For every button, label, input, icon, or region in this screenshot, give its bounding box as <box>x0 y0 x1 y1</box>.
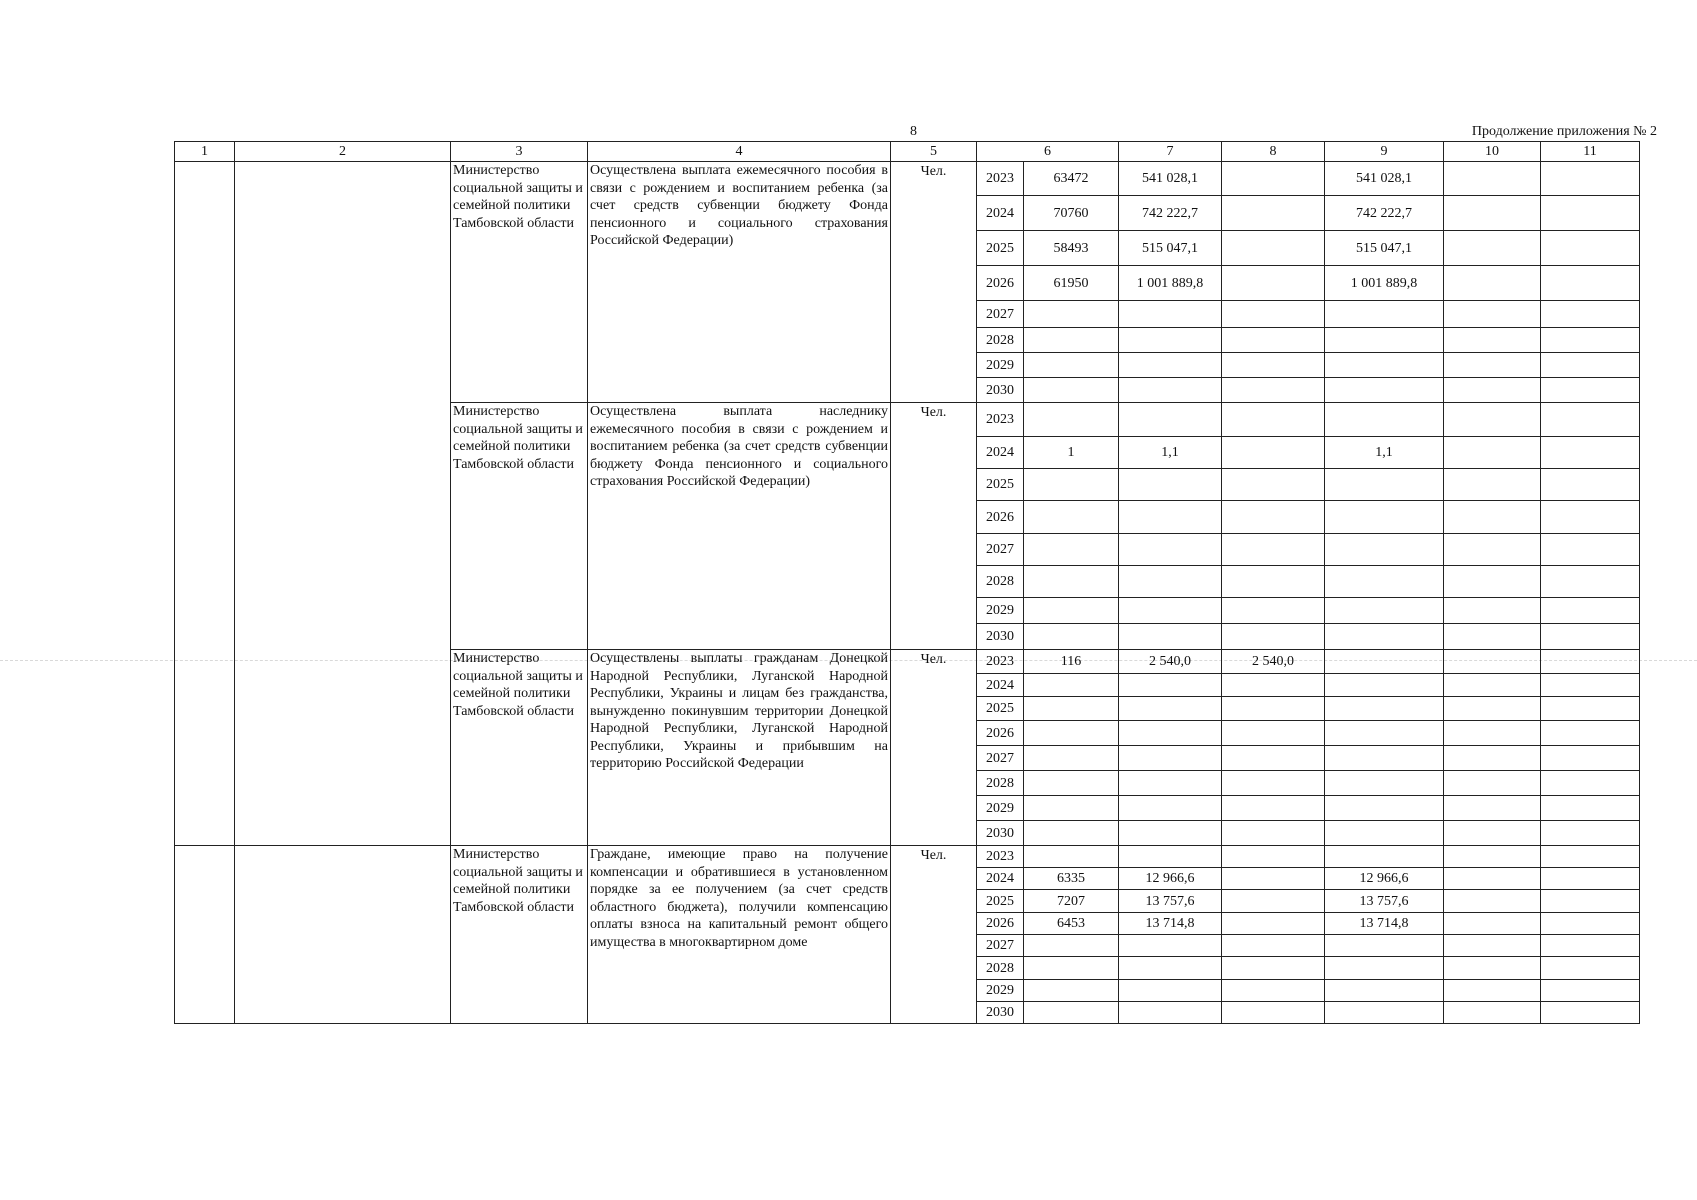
value-cell-c10 <box>1444 328 1541 353</box>
year-cell: 2026 <box>977 721 1024 746</box>
value-cell-c9 <box>1325 846 1444 868</box>
value-cell-c10 <box>1444 501 1541 534</box>
value-cell-c8 <box>1222 266 1325 301</box>
value-cell-c8 <box>1222 746 1325 771</box>
column-number: 3 <box>451 142 588 162</box>
responsible-org: Министерство социальной защиты и семейной политики Тамбовской области <box>451 162 588 403</box>
year-cell: 2030 <box>977 821 1024 846</box>
value-cell-c9 <box>1325 721 1444 746</box>
value-cell-c7 <box>1119 624 1222 650</box>
value-cell-c8 <box>1222 674 1325 697</box>
value-cell-c11 <box>1541 868 1640 890</box>
year-cell: 2023 <box>977 162 1024 196</box>
value-cell-c7 <box>1119 328 1222 353</box>
value-cell-c7 <box>1119 534 1222 566</box>
year-cell: 2025 <box>977 231 1024 266</box>
value-cell-c10 <box>1444 935 1541 957</box>
value-cell-c9: 1,1 <box>1325 437 1444 469</box>
value-cell-c9 <box>1325 746 1444 771</box>
value-cell-c9 <box>1325 650 1444 674</box>
value-cell-c7 <box>1119 796 1222 821</box>
value-cell-c10 <box>1444 771 1541 796</box>
year-cell: 2029 <box>977 598 1024 624</box>
column-number: 1 <box>175 142 235 162</box>
responsible-org: Министерство социальной защиты и семейной политики Тамбовской области <box>451 846 588 1024</box>
value-cell-c7: 13 757,6 <box>1119 890 1222 913</box>
value-cell-c11 <box>1541 231 1640 266</box>
year-cell: 2027 <box>977 301 1024 328</box>
value-cell-c9 <box>1325 821 1444 846</box>
year-cell: 2026 <box>977 913 1024 935</box>
value-cell-c6 <box>1024 697 1119 721</box>
result-description: Граждане, имеющие право на получение компенсации и обратившиеся в установленном порядке за ее получением (за счет средств областного бюджета), получили компенсацию оплаты взноса на капитальный ремонт общего имущества в многоквартирном доме <box>588 846 891 1024</box>
value-cell-c10 <box>1444 913 1541 935</box>
value-cell-c9 <box>1325 378 1444 403</box>
value-cell-c6 <box>1024 746 1119 771</box>
value-cell-c7 <box>1119 1002 1222 1024</box>
value-cell-c10 <box>1444 301 1541 328</box>
year-cell: 2024 <box>977 196 1024 231</box>
value-cell-c6 <box>1024 353 1119 378</box>
value-cell-c9 <box>1325 469 1444 501</box>
value-cell-c7: 1 001 889,8 <box>1119 266 1222 301</box>
year-cell: 2028 <box>977 771 1024 796</box>
value-cell-c11 <box>1541 534 1640 566</box>
value-cell-c8 <box>1222 957 1325 980</box>
year-cell: 2028 <box>977 957 1024 980</box>
value-cell-c9: 742 222,7 <box>1325 196 1444 231</box>
value-cell-c8 <box>1222 566 1325 598</box>
value-cell-c6 <box>1024 501 1119 534</box>
value-cell-c9 <box>1325 566 1444 598</box>
year-cell: 2029 <box>977 353 1024 378</box>
value-cell-c11 <box>1541 566 1640 598</box>
value-cell-c10 <box>1444 846 1541 868</box>
value-cell-c11 <box>1541 266 1640 301</box>
value-cell-c6 <box>1024 403 1119 437</box>
value-cell-c8 <box>1222 846 1325 868</box>
value-cell-c9: 541 028,1 <box>1325 162 1444 196</box>
value-cell-c8 <box>1222 868 1325 890</box>
value-cell-c11 <box>1541 437 1640 469</box>
value-cell-c7: 541 028,1 <box>1119 162 1222 196</box>
value-cell-c7 <box>1119 353 1222 378</box>
year-cell: 2028 <box>977 566 1024 598</box>
value-cell-c10 <box>1444 746 1541 771</box>
unit-of-measure: Чел. <box>891 162 977 403</box>
value-cell-c6 <box>1024 534 1119 566</box>
value-cell-c10 <box>1444 796 1541 821</box>
column-number: 11 <box>1541 142 1640 162</box>
value-cell-c6: 63472 <box>1024 162 1119 196</box>
page-number: 8 <box>910 124 917 139</box>
value-cell-c7 <box>1119 957 1222 980</box>
year-cell: 2026 <box>977 501 1024 534</box>
value-cell-c6 <box>1024 624 1119 650</box>
value-cell-c8 <box>1222 231 1325 266</box>
column-number: 2 <box>235 142 451 162</box>
value-cell-c7 <box>1119 697 1222 721</box>
value-cell-c6 <box>1024 566 1119 598</box>
value-cell-c11 <box>1541 378 1640 403</box>
value-cell-c11 <box>1541 674 1640 697</box>
result-description: Осуществлены выплаты гражданам Донецкой Народной Республики, Луганской Народной Республики, Украины и лицам без гражданства, вынужденно покинувшим территории Донецкой Народной Республики, Луганской Народной Республики, Украины и прибывшим на территорию Российской Федерации <box>588 650 891 846</box>
value-cell-c10 <box>1444 721 1541 746</box>
value-cell-c6 <box>1024 935 1119 957</box>
value-cell-c9 <box>1325 674 1444 697</box>
value-cell-c10 <box>1444 650 1541 674</box>
value-cell-c11 <box>1541 821 1640 846</box>
value-cell-c9 <box>1325 935 1444 957</box>
year-cell: 2025 <box>977 697 1024 721</box>
value-cell-c8 <box>1222 196 1325 231</box>
value-cell-c10 <box>1444 868 1541 890</box>
year-cell: 2027 <box>977 534 1024 566</box>
value-cell-c6 <box>1024 957 1119 980</box>
cell-col2 <box>235 162 451 846</box>
value-cell-c10 <box>1444 403 1541 437</box>
value-cell-c9 <box>1325 957 1444 980</box>
value-cell-c7: 2 540,0 <box>1119 650 1222 674</box>
value-cell-c8 <box>1222 771 1325 796</box>
value-cell-c6 <box>1024 328 1119 353</box>
appendix-continuation-header: Продолжение приложения № 2 <box>1471 124 1657 139</box>
year-cell: 2027 <box>977 746 1024 771</box>
value-cell-c7: 12 966,6 <box>1119 868 1222 890</box>
value-cell-c8 <box>1222 890 1325 913</box>
value-cell-c9: 13 757,6 <box>1325 890 1444 913</box>
value-cell-c6 <box>1024 821 1119 846</box>
value-cell-c8 <box>1222 353 1325 378</box>
value-cell-c7 <box>1119 403 1222 437</box>
value-cell-c7 <box>1119 771 1222 796</box>
year-cell: 2028 <box>977 328 1024 353</box>
value-cell-c6 <box>1024 1002 1119 1024</box>
value-cell-c10 <box>1444 598 1541 624</box>
value-cell-c8 <box>1222 721 1325 746</box>
value-cell-c10 <box>1444 266 1541 301</box>
value-cell-c10 <box>1444 162 1541 196</box>
value-cell-c7 <box>1119 935 1222 957</box>
value-cell-c7 <box>1119 980 1222 1002</box>
value-cell-c8 <box>1222 935 1325 957</box>
value-cell-c8 <box>1222 624 1325 650</box>
value-cell-c10 <box>1444 980 1541 1002</box>
year-cell: 2024 <box>977 674 1024 697</box>
value-cell-c8 <box>1222 301 1325 328</box>
value-cell-c11 <box>1541 957 1640 980</box>
table-row <box>175 846 1640 868</box>
value-cell-c8 <box>1222 378 1325 403</box>
value-cell-c10 <box>1444 1002 1541 1024</box>
value-cell-c10 <box>1444 697 1541 721</box>
year-cell: 2027 <box>977 935 1024 957</box>
value-cell-c8 <box>1222 437 1325 469</box>
value-cell-c9 <box>1325 403 1444 437</box>
table-row <box>175 162 1640 196</box>
value-cell-c7: 515 047,1 <box>1119 231 1222 266</box>
value-cell-c7 <box>1119 378 1222 403</box>
value-cell-c10 <box>1444 957 1541 980</box>
year-cell: 2025 <box>977 469 1024 501</box>
value-cell-c11 <box>1541 796 1640 821</box>
value-cell-c11 <box>1541 196 1640 231</box>
value-cell-c9 <box>1325 501 1444 534</box>
value-cell-c6: 6335 <box>1024 868 1119 890</box>
value-cell-c10 <box>1444 437 1541 469</box>
value-cell-c8 <box>1222 913 1325 935</box>
value-cell-c6 <box>1024 980 1119 1002</box>
year-cell: 2029 <box>977 796 1024 821</box>
value-cell-c11 <box>1541 935 1640 957</box>
column-number: 10 <box>1444 142 1541 162</box>
value-cell-c6 <box>1024 796 1119 821</box>
unit-of-measure: Чел. <box>891 403 977 650</box>
value-cell-c11 <box>1541 913 1640 935</box>
value-cell-c9 <box>1325 1002 1444 1024</box>
value-cell-c8 <box>1222 534 1325 566</box>
value-cell-c9 <box>1325 624 1444 650</box>
column-number: 4 <box>588 142 891 162</box>
value-cell-c8 <box>1222 1002 1325 1024</box>
value-cell-c11 <box>1541 501 1640 534</box>
value-cell-c6 <box>1024 378 1119 403</box>
value-cell-c10 <box>1444 566 1541 598</box>
value-cell-c10 <box>1444 231 1541 266</box>
value-cell-c7 <box>1119 846 1222 868</box>
value-cell-c11 <box>1541 980 1640 1002</box>
responsible-org: Министерство социальной защиты и семейной политики Тамбовской области <box>451 403 588 650</box>
year-cell: 2030 <box>977 624 1024 650</box>
value-cell-c11 <box>1541 469 1640 501</box>
cell-col1 <box>175 162 235 846</box>
value-cell-c8: 2 540,0 <box>1222 650 1325 674</box>
value-cell-c9 <box>1325 534 1444 566</box>
value-cell-c8 <box>1222 501 1325 534</box>
value-cell-c10 <box>1444 624 1541 650</box>
value-cell-c10 <box>1444 674 1541 697</box>
value-cell-c11 <box>1541 598 1640 624</box>
value-cell-c6: 6453 <box>1024 913 1119 935</box>
value-cell-c7 <box>1119 746 1222 771</box>
result-description: Осуществлена выплата наследнику ежемесячного пособия в связи с рождением и воспитанием ребенка (за счет средств субвенции бюджету Фонда пенсионного и социального страхования Российской Федерации) <box>588 403 891 650</box>
value-cell-c6 <box>1024 721 1119 746</box>
value-cell-c8 <box>1222 162 1325 196</box>
value-cell-c9 <box>1325 771 1444 796</box>
unit-of-measure: Чел. <box>891 650 977 846</box>
result-description: Осуществлена выплата ежемесячного пособия в связи с рождением и воспитанием ребенка (за счет средств субвенции бюджету Фонда пенсионного и социального страхования Российской Федерации) <box>588 162 891 403</box>
value-cell-c11 <box>1541 1002 1640 1024</box>
value-cell-c11 <box>1541 353 1640 378</box>
column-number: 7 <box>1119 142 1222 162</box>
value-cell-c8 <box>1222 821 1325 846</box>
value-cell-c7 <box>1119 598 1222 624</box>
value-cell-c11 <box>1541 162 1640 196</box>
value-cell-c9 <box>1325 980 1444 1002</box>
value-cell-c11 <box>1541 746 1640 771</box>
year-cell: 2030 <box>977 378 1024 403</box>
value-cell-c10 <box>1444 890 1541 913</box>
value-cell-c10 <box>1444 196 1541 231</box>
appendix-table <box>174 141 1640 1024</box>
value-cell-c11 <box>1541 624 1640 650</box>
value-cell-c6: 1 <box>1024 437 1119 469</box>
value-cell-c6 <box>1024 771 1119 796</box>
column-number: 9 <box>1325 142 1444 162</box>
value-cell-c9 <box>1325 697 1444 721</box>
value-cell-c9 <box>1325 796 1444 821</box>
value-cell-c7 <box>1119 501 1222 534</box>
value-cell-c11 <box>1541 846 1640 868</box>
column-number: 5 <box>891 142 977 162</box>
value-cell-c7: 1,1 <box>1119 437 1222 469</box>
value-cell-c7 <box>1119 721 1222 746</box>
value-cell-c11 <box>1541 890 1640 913</box>
year-cell: 2030 <box>977 1002 1024 1024</box>
value-cell-c6 <box>1024 846 1119 868</box>
cell-col1 <box>175 846 235 1024</box>
value-cell-c9: 515 047,1 <box>1325 231 1444 266</box>
value-cell-c11 <box>1541 328 1640 353</box>
value-cell-c7 <box>1119 566 1222 598</box>
value-cell-c8 <box>1222 697 1325 721</box>
value-cell-c8 <box>1222 403 1325 437</box>
value-cell-c9: 1 001 889,8 <box>1325 266 1444 301</box>
year-cell: 2024 <box>977 437 1024 469</box>
value-cell-c11 <box>1541 650 1640 674</box>
value-cell-c7 <box>1119 821 1222 846</box>
value-cell-c6: 70760 <box>1024 196 1119 231</box>
year-cell: 2026 <box>977 266 1024 301</box>
value-cell-c9 <box>1325 328 1444 353</box>
value-cell-c11 <box>1541 301 1640 328</box>
value-cell-c9: 12 966,6 <box>1325 868 1444 890</box>
value-cell-c7: 13 714,8 <box>1119 913 1222 935</box>
value-cell-c7 <box>1119 301 1222 328</box>
value-cell-c8 <box>1222 980 1325 1002</box>
value-cell-c6 <box>1024 301 1119 328</box>
value-cell-c7: 742 222,7 <box>1119 196 1222 231</box>
value-cell-c7 <box>1119 674 1222 697</box>
year-cell: 2029 <box>977 980 1024 1002</box>
value-cell-c10 <box>1444 469 1541 501</box>
value-cell-c6 <box>1024 674 1119 697</box>
year-cell: 2023 <box>977 403 1024 437</box>
year-cell: 2023 <box>977 650 1024 674</box>
value-cell-c8 <box>1222 469 1325 501</box>
value-cell-c7 <box>1119 469 1222 501</box>
value-cell-c6 <box>1024 469 1119 501</box>
value-cell-c8 <box>1222 796 1325 821</box>
value-cell-c6 <box>1024 598 1119 624</box>
year-cell: 2025 <box>977 890 1024 913</box>
value-cell-c10 <box>1444 534 1541 566</box>
value-cell-c9: 13 714,8 <box>1325 913 1444 935</box>
value-cell-c6: 58493 <box>1024 231 1119 266</box>
unit-of-measure: Чел. <box>891 846 977 1024</box>
value-cell-c9 <box>1325 598 1444 624</box>
year-cell: 2024 <box>977 868 1024 890</box>
value-cell-c6: 7207 <box>1024 890 1119 913</box>
value-cell-c8 <box>1222 598 1325 624</box>
value-cell-c11 <box>1541 697 1640 721</box>
value-cell-c9 <box>1325 353 1444 378</box>
value-cell-c11 <box>1541 721 1640 746</box>
value-cell-c6: 116 <box>1024 650 1119 674</box>
year-cell: 2023 <box>977 846 1024 868</box>
value-cell-c10 <box>1444 821 1541 846</box>
value-cell-c6: 61950 <box>1024 266 1119 301</box>
cell-col2 <box>235 846 451 1024</box>
value-cell-c10 <box>1444 353 1541 378</box>
value-cell-c11 <box>1541 403 1640 437</box>
value-cell-c9 <box>1325 301 1444 328</box>
column-number: 6 <box>977 142 1119 162</box>
value-cell-c8 <box>1222 328 1325 353</box>
responsible-org: Министерство социальной защиты и семейной политики Тамбовской области <box>451 650 588 846</box>
column-number: 8 <box>1222 142 1325 162</box>
column-number-row <box>175 142 1640 162</box>
value-cell-c10 <box>1444 378 1541 403</box>
value-cell-c11 <box>1541 771 1640 796</box>
